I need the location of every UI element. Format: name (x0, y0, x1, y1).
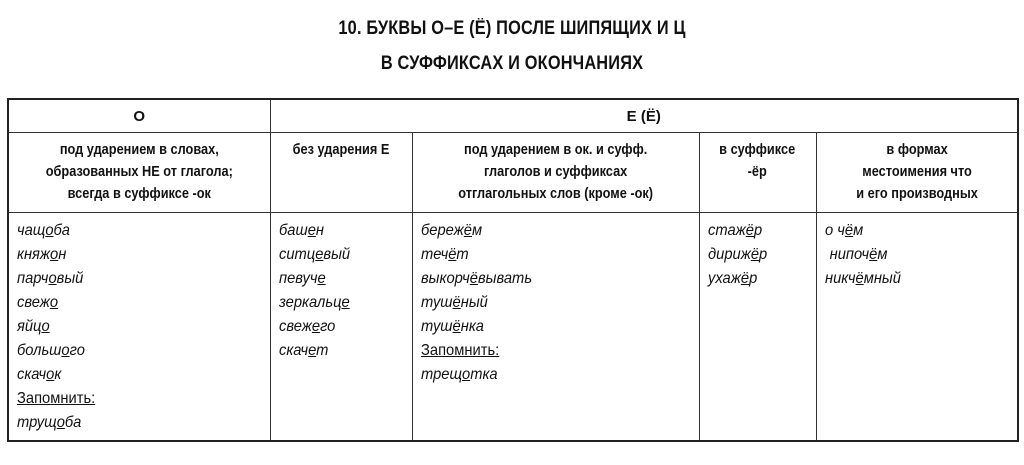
spelling-letter: о (41, 318, 50, 335)
spelling-letter: ё (750, 246, 759, 263)
column-header-line: под ударением в ок. и суфф. (463, 142, 648, 158)
word-part: певуч (278, 270, 317, 287)
spelling-letter: о (56, 414, 65, 431)
spelling-letter: ё (452, 294, 461, 311)
example-word (17, 291, 249, 315)
word-part: ба (53, 222, 71, 239)
spelling-letter: ё (447, 246, 456, 263)
column-header (270, 133, 412, 213)
column-header-line: отглагольных слов (кроме -ок) (458, 186, 653, 202)
column-header-line: всегда в суффиксе -ок (67, 186, 211, 202)
word-part: больш (17, 342, 62, 359)
word-part: р (758, 246, 767, 263)
example-word (825, 219, 1002, 243)
word-part: княж (17, 246, 51, 263)
example-word (17, 267, 249, 291)
examples-cell (412, 213, 699, 441)
example-word (421, 291, 677, 315)
example-word (17, 339, 249, 363)
example-word (708, 243, 807, 267)
spelling-letter: о (61, 342, 70, 359)
column-header-line: в суффиксе (719, 142, 796, 158)
column-header-line: и его производных (855, 186, 978, 202)
rules-table (7, 98, 1019, 442)
word-part: свеж (17, 294, 50, 311)
word-part: ухаж (707, 270, 741, 287)
word-part: чащ (17, 222, 46, 239)
word-part: р (748, 270, 757, 287)
example-word (708, 267, 807, 291)
remember-note (421, 339, 677, 363)
example-word (279, 219, 401, 243)
word-part: вый (322, 246, 350, 263)
spelling-letter: е (307, 342, 316, 359)
example-word (17, 411, 249, 435)
spelling-letter: е (307, 222, 316, 239)
word-part: м (876, 246, 887, 263)
word-part: р (753, 222, 762, 239)
word-part: свеж (278, 318, 312, 335)
word-part: о ч (824, 222, 845, 239)
column-header-text (856, 139, 978, 205)
example-word (421, 267, 677, 291)
word-part: н (58, 246, 67, 263)
spelling-letter: ё (452, 318, 461, 335)
word-part: н (315, 222, 324, 239)
spelling-letter: е (314, 246, 323, 263)
group-header-row (8, 99, 1018, 133)
examples-cell (699, 213, 816, 441)
example-word (708, 219, 807, 243)
column-header-row (8, 133, 1018, 213)
word-part: го (69, 342, 85, 359)
spelling-letter: ё (855, 270, 864, 287)
column-header-text (46, 139, 233, 205)
word-part: т (315, 342, 328, 359)
title-line-1: 10. БУКВЫ О–Е (Ё) ПОСЛЕ ШИПЯЩИХ И Ц (338, 18, 686, 39)
remember-label: Запомнить: (17, 390, 96, 407)
word-part: никч (824, 270, 856, 287)
word-part: т (455, 246, 469, 263)
spelling-letter: о (48, 270, 57, 287)
word-part: скач (17, 366, 47, 383)
word-part: м (852, 222, 863, 239)
example-word (279, 243, 401, 267)
example-word (17, 219, 249, 243)
examples-cell (816, 213, 1018, 441)
spelling-letter: ё (740, 270, 749, 287)
examples-row (8, 213, 1018, 441)
word-part: трущ (17, 414, 57, 431)
spelling-letter: ё (868, 246, 877, 263)
remember-note (17, 387, 249, 411)
column-header (699, 133, 816, 213)
group-header-e: Е (Ё) (270, 99, 1018, 133)
title-line-2: В СУФФИКСАХ И ОКОНЧАНИЯХ (380, 53, 644, 74)
example-word (279, 267, 401, 291)
word-part: скач (278, 342, 308, 359)
column-header (8, 133, 270, 213)
spelling-letter: о (461, 366, 470, 383)
column-header-line: в формах (886, 142, 948, 158)
word-part: вый (56, 270, 84, 287)
word-part: баш (278, 222, 308, 239)
example-word (17, 243, 249, 267)
column-header-line: под ударением в словах, (59, 142, 219, 158)
examples-cell (270, 213, 412, 441)
word-part: стаж (707, 222, 746, 239)
example-word (421, 315, 677, 339)
spelling-letter: о (49, 294, 59, 311)
word-part: трещ (420, 366, 462, 383)
word-part: парч (17, 270, 49, 287)
example-word (825, 267, 1002, 291)
example-word (17, 363, 249, 387)
column-header-line: глаголов и суффиксах (483, 164, 628, 180)
word-part: яйц (17, 318, 42, 335)
spelling-letter: ё (469, 270, 478, 287)
spelling-letter: о (50, 246, 59, 263)
spelling-letter: о (46, 366, 55, 383)
column-header (412, 133, 699, 213)
word-part: мный (863, 270, 901, 287)
column-header-line: образованных НЕ от глагола; (45, 164, 233, 180)
word-part: береж (420, 222, 464, 239)
example-word (825, 243, 1002, 267)
spelling-letter: ё (463, 222, 472, 239)
example-word (17, 315, 249, 339)
examples-cell (8, 213, 270, 441)
column-header-text (458, 139, 653, 205)
word-part: м (471, 222, 482, 239)
column-header (816, 133, 1018, 213)
spelling-letter: е (316, 270, 326, 287)
example-word (279, 291, 401, 315)
word-part: туш (420, 294, 453, 311)
word-part: ба (64, 414, 82, 431)
column-header-text (719, 139, 795, 183)
example-word (421, 243, 677, 267)
example-word (279, 339, 401, 363)
column-header-line: -ёр (747, 164, 768, 180)
word-part: к (54, 366, 62, 383)
example-word (279, 315, 401, 339)
example-word (421, 219, 677, 243)
word-part: вывать (477, 270, 532, 287)
word-part: выкорч (420, 270, 470, 287)
word-part: ситц (278, 246, 315, 263)
word-part: тка (469, 366, 498, 383)
spelling-letter: ё (745, 222, 754, 239)
word-part: нипоч (829, 246, 869, 263)
word-part: ный (460, 294, 488, 311)
spelling-letter: о (45, 222, 54, 239)
word-part: теч (420, 246, 448, 263)
example-word (421, 363, 677, 387)
group-header-o: О (8, 99, 270, 133)
word-part: туш (420, 318, 453, 335)
word-part: нка (460, 318, 484, 335)
column-header-line: местоимения что (861, 164, 972, 180)
column-header-text (293, 139, 390, 161)
column-header-line: без ударения Е (292, 142, 390, 158)
spelling-letter: е (311, 318, 320, 335)
word-part: дириж (707, 246, 751, 263)
word-part: го (319, 318, 335, 335)
word-part: зеркальц (278, 294, 341, 311)
spelling-letter: ё (844, 222, 853, 239)
spelling-letter: е (340, 294, 350, 311)
remember-label: Запомнить: (420, 342, 499, 359)
